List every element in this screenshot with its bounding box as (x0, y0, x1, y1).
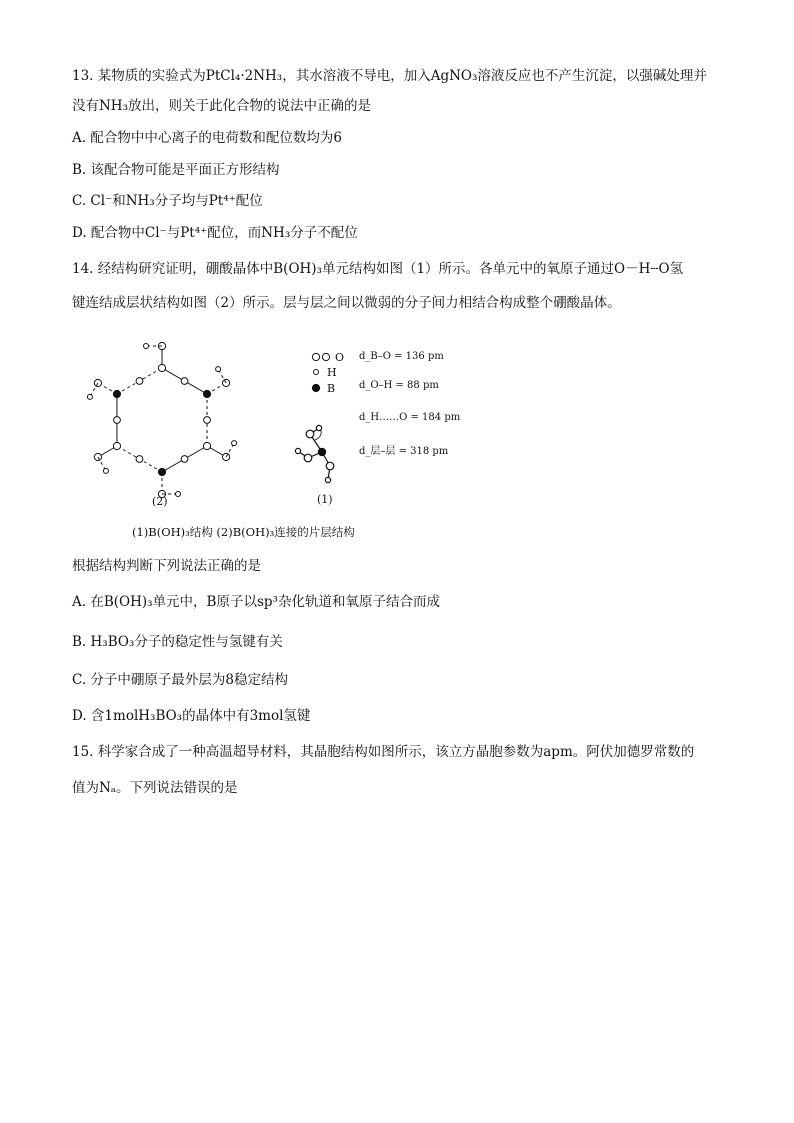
q13-option-d: D. 配合物中Cl⁻与Pt⁴⁺配位，而NH₃分子不配位 (72, 225, 358, 241)
q14-option-b: B. H₃BO₃分子的稳定性与氢键有关 (72, 634, 283, 650)
hydrogen-atom-legend-icon (314, 370, 319, 375)
boric-acid-figure (72, 330, 492, 550)
figure-2-label: (2) (152, 495, 168, 508)
oxygen-atom-legend-icon (312, 353, 319, 360)
q13-stem-line1: 13. 某物质的实验式为PtCl₄·2NH₃，其水溶液不导电，加入AgNO₃溶液反应也不产生沉淀，以强碱处理并 (72, 68, 707, 84)
q13-option-a: A. 配合物中中心离子的电荷数和配位数均为6 (72, 130, 342, 146)
distance-o-h: d_O–H = 88 pm (359, 380, 439, 391)
q15-stem-line2: 值为Nₐ。下列说法错误的是 (72, 780, 238, 796)
layer-structure-drawing (87, 342, 236, 497)
q13-stem-line2: 没有NH₃放出，则关于此化合物的说法中正确的是 (72, 98, 371, 114)
figure-1-label: (1) (317, 493, 333, 506)
q14-option-d: D. 含1molH₃BO₃的晶体中有3mol氢键 (72, 708, 311, 724)
q14-option-c: C. 分子中硼原子最外层为8稳定结构 (72, 672, 289, 688)
legend-h-label: H (327, 366, 337, 379)
legend-b-label: B (327, 382, 336, 395)
q13-option-b: B. 该配合物可能是平面正方形结构 (72, 162, 280, 178)
distance-layer: d_层–层 = 318 pm (359, 446, 449, 457)
monomer-drawing (295, 425, 333, 482)
q15-stem-line1: 15. 科学家合成了一种高温超导材料，其晶胞结构如图所示，该立方晶胞参数为apm。阿伏加德罗常数的 (72, 744, 695, 760)
figure-caption: (1)B(OH)₃结构 (2)B(OH)₃连接的片层结构 (132, 525, 355, 539)
q14-stem-line1: 14. 经结构研究证明，硼酸晶体中B(OH)₃单元结构如图（1）所示。各单元中的氧原子通过O－H┄O氢 (72, 261, 684, 277)
q14-stem-line2: 键连结成层状结构如图（2）所示。层与层之间以微弱的分子间力相结合构成整个硼酸晶体。 (72, 295, 621, 311)
distance-b-o: d_B–O = 136 pm (359, 351, 444, 362)
distance-h-o: d_H……O = 184 pm (359, 412, 461, 423)
q14-prompt: 根据结构判断下列说法正确的是 (72, 558, 261, 574)
boron-atom-legend-icon (312, 384, 319, 391)
legend-o-label: O (335, 351, 345, 364)
q13-option-c: C. Cl⁻和NH₃分子均与Pt⁴⁺配位 (72, 193, 263, 209)
boric-acid-structure-diagram (72, 330, 492, 550)
q14-option-a: A. 在B(OH)₃单元中，B原子以sp³杂化轨道和氧原子结合而成 (72, 594, 440, 610)
